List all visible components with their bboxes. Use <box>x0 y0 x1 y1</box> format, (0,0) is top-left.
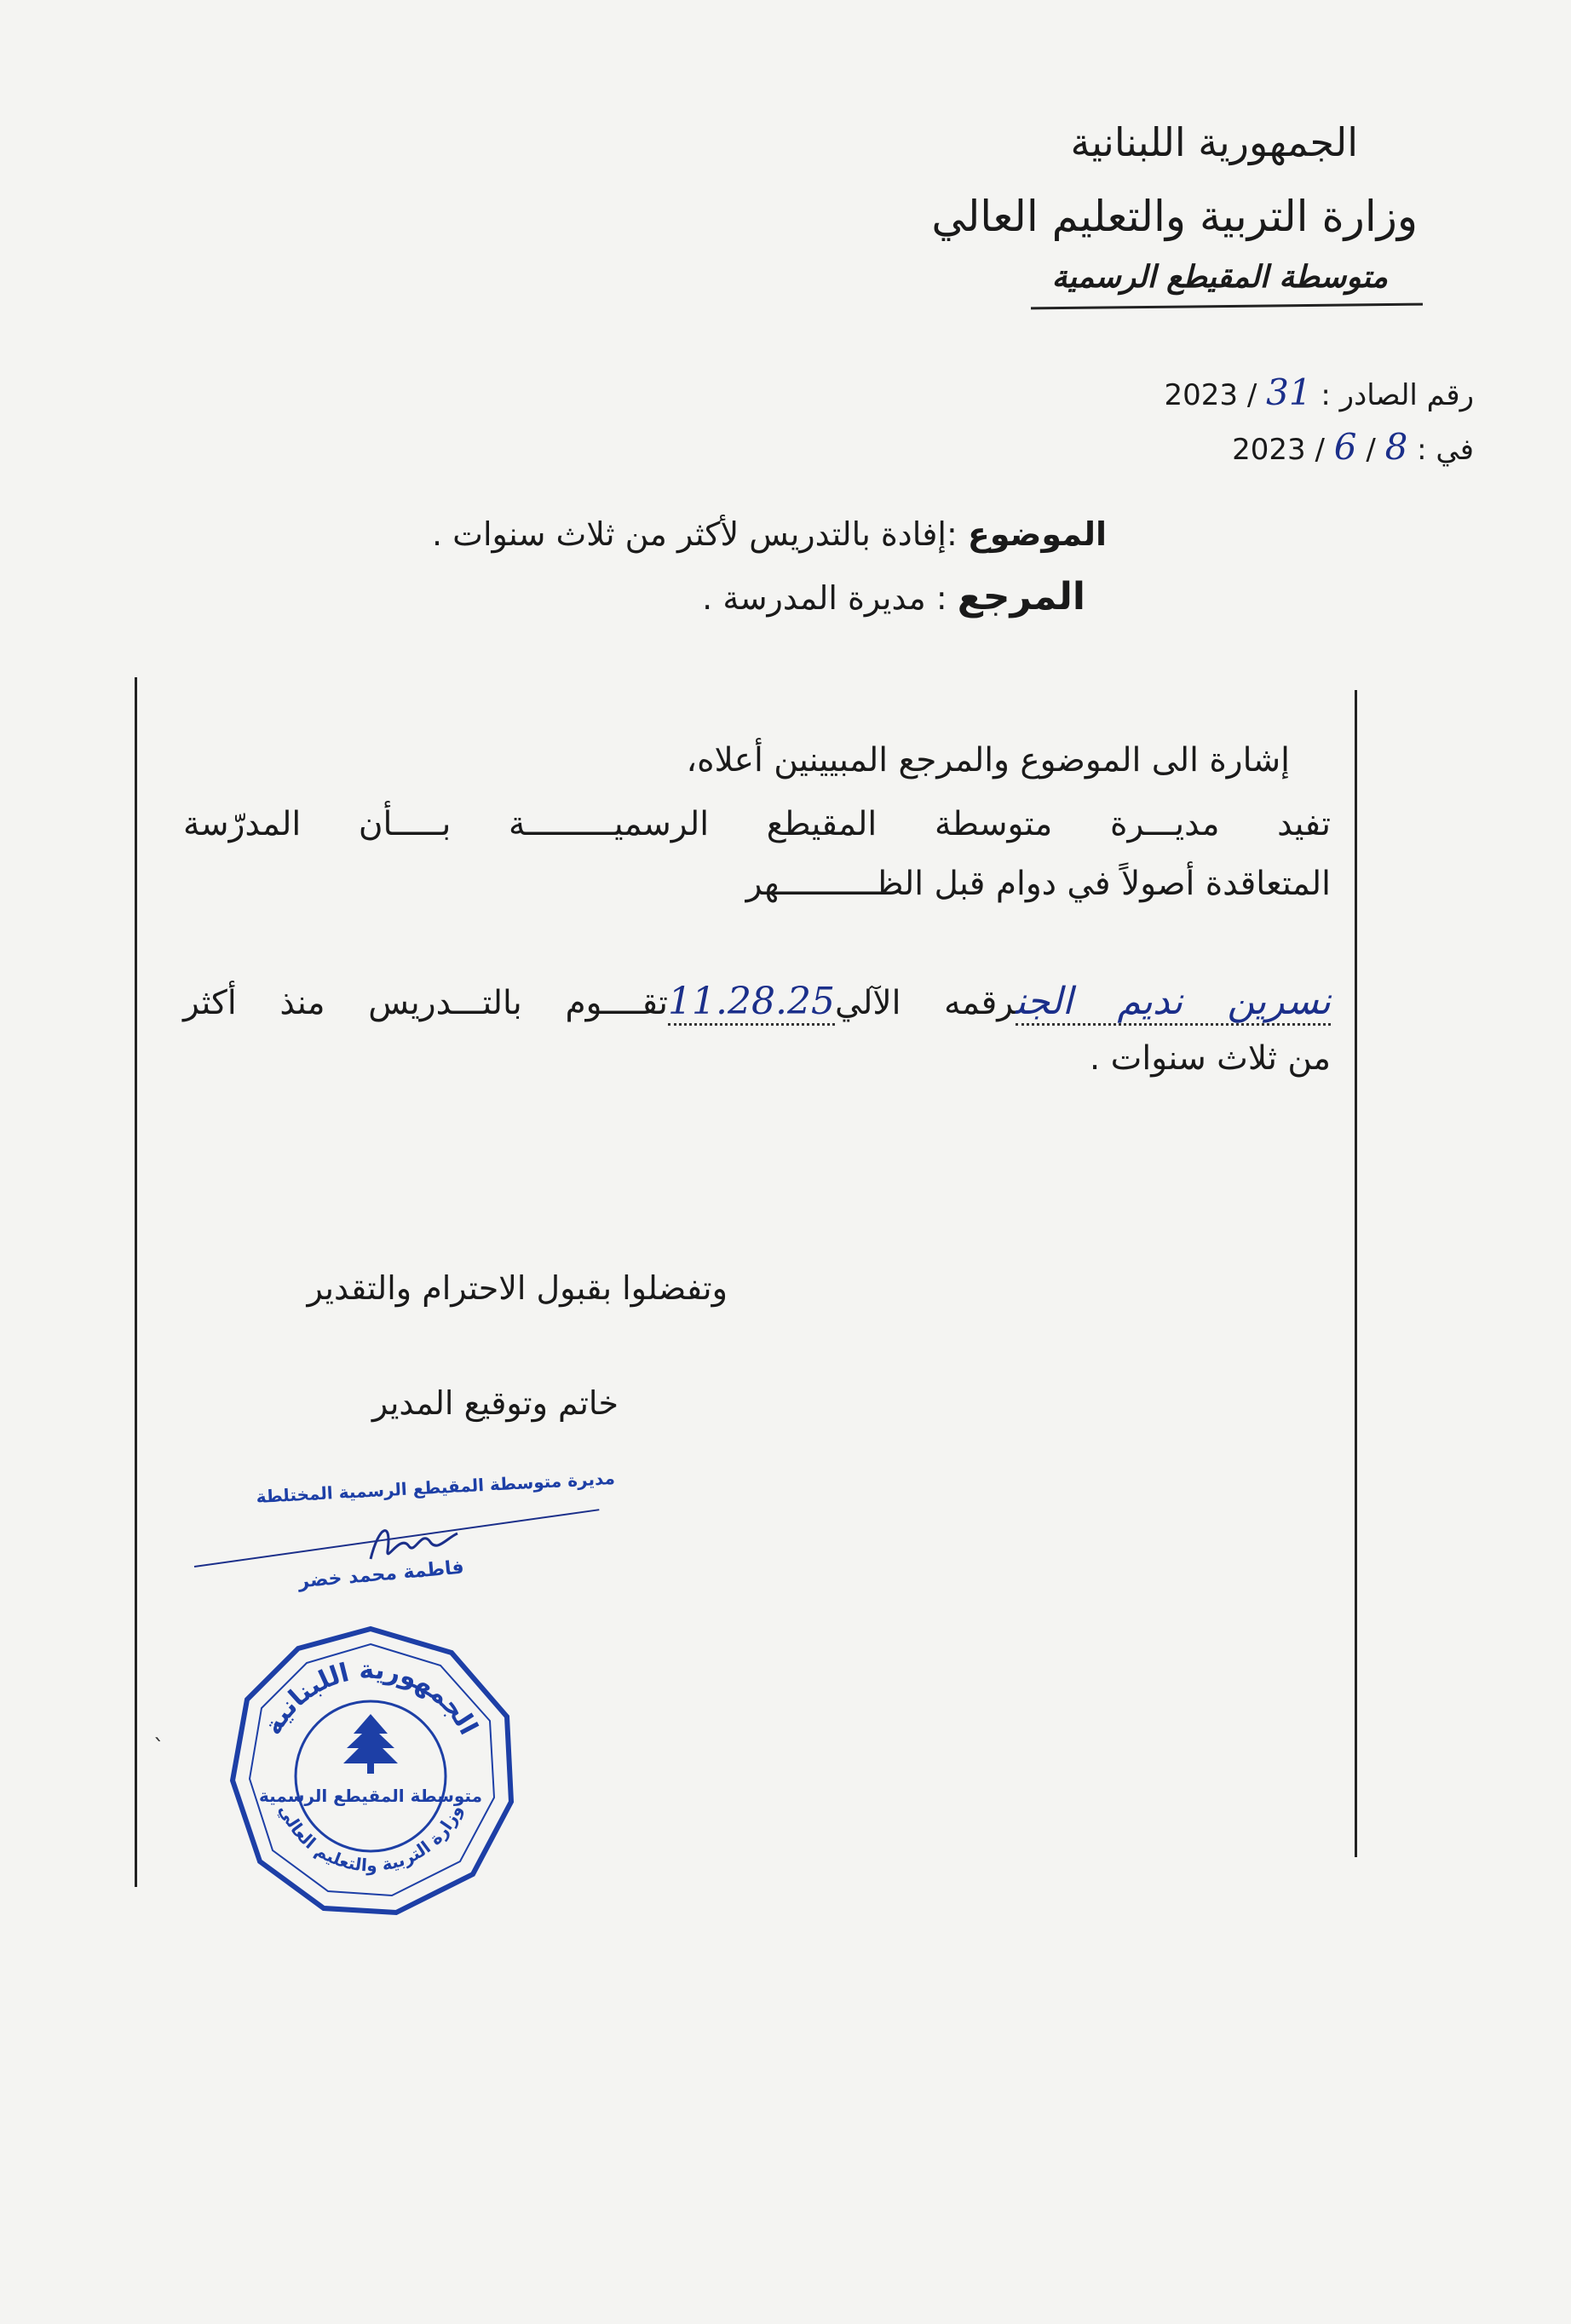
body-line-5: من ثلاث سنوات . <box>1089 1039 1331 1078</box>
reference-text: : مديرة المدرسة . <box>702 579 947 617</box>
date-line <box>1232 426 1474 468</box>
official-seal <box>217 1619 524 1925</box>
date-sep-2: / <box>1315 433 1325 467</box>
outgoing-number-year: / 2023 <box>1164 378 1257 412</box>
body-line-2: تفيد مديـــرة متوسطة المقيطع الرسميـــــــــة بـــــأن المدرّسة <box>183 805 1331 843</box>
subject-line <box>432 515 1107 553</box>
outgoing-number-label: رقم الصادر : <box>1321 378 1474 412</box>
subject-label: الموضوع <box>967 515 1107 553</box>
letterhead-underline <box>1031 303 1423 310</box>
outgoing-number-value: 31 <box>1266 371 1312 413</box>
body-line-4-mid: رقمه الآلي <box>834 984 1016 1022</box>
employee-number-handwritten: 11.28.25 <box>668 980 835 1026</box>
date-sep-1: / <box>1366 433 1376 467</box>
date-month: 6 <box>1333 426 1357 468</box>
signature-title: خاتم وتوقيع المدير <box>371 1384 619 1422</box>
republic-heading: الجمهورية اللبنانية <box>1070 119 1358 165</box>
director-name-stamp: فاطمة محمد خضر <box>297 1556 465 1593</box>
date-year: 2023 <box>1232 433 1306 467</box>
closing-regards: وتفضلوا بقبول الاحترام والتقدير <box>307 1269 728 1307</box>
date-label: في : <box>1417 433 1474 467</box>
margin-mark: ˎ <box>153 1717 164 1742</box>
subject-text: :إفادة بالتدريس لأكثر من ثلاث سنوات . <box>432 515 958 553</box>
seal-bottom-text: وزارة التربية والتعليم العالي <box>274 1801 467 1876</box>
cedar-icon <box>343 1714 398 1774</box>
left-frame-line <box>135 677 137 1887</box>
body-line-3: المتعاقدة أصولاً في دوام قبل الظــــــــــهر <box>745 865 1331 903</box>
director-stamp-text: مديرة متوسطة المقيطع الرسمية المختلطة <box>256 1467 616 1507</box>
school-heading: متوسطة المقيطع الرسمية <box>1051 260 1388 295</box>
body-line-4-end: تقــــوم بالتـــدريس منذ أكثر <box>183 984 669 1022</box>
date-day: 8 <box>1384 426 1408 468</box>
reference-label: المرجع <box>957 575 1085 618</box>
body-line-1: إشارة الى الموضوع والمرجع المبيينين أعلاه، <box>686 741 1290 779</box>
teacher-name-handwritten: نسرين نديم الجن <box>1016 980 1331 1026</box>
reference-line <box>702 575 1085 618</box>
body-line-4 <box>183 980 1331 1023</box>
ministry-heading: وزارة التربية والتعليم العالي <box>931 192 1418 241</box>
seal-inner-text: متوسطة المقيطع الرسمية <box>259 1786 482 1806</box>
right-frame-line <box>1355 690 1357 1857</box>
outgoing-number-line <box>1165 371 1474 413</box>
seal-outer-text: الجمهورية اللبنانية <box>257 1654 484 1740</box>
